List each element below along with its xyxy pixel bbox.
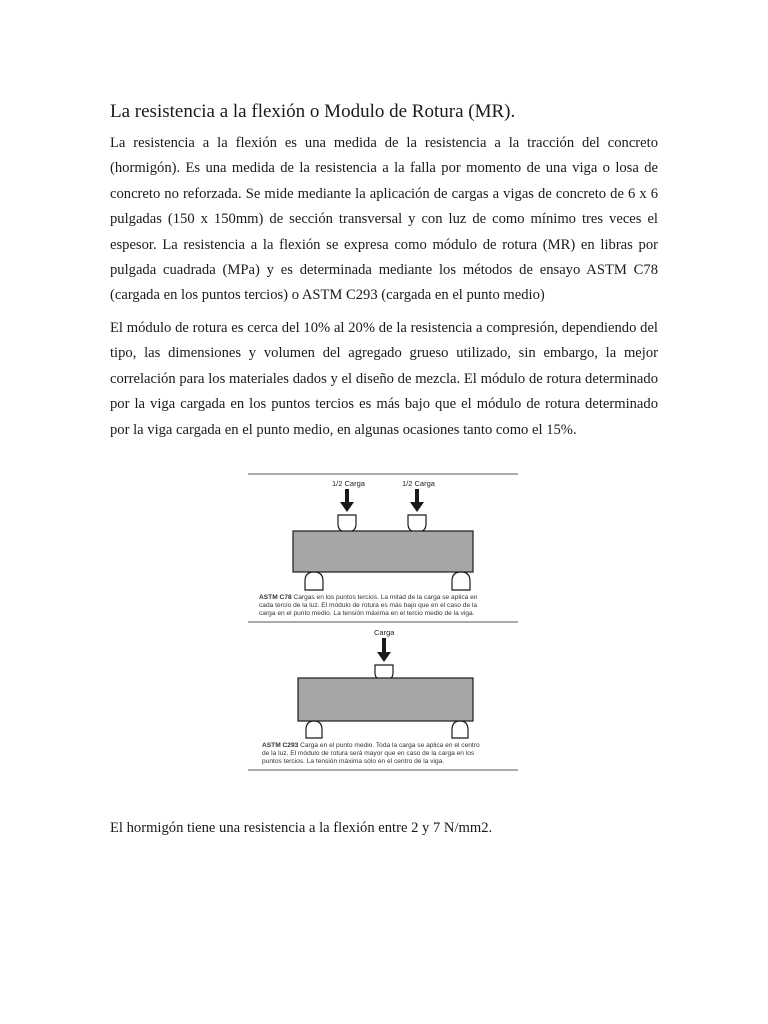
- c78-caption-line-1: ASTM C78 Cargas en los puntos tercios. La mitad de la carga se aplica en: [259, 594, 478, 601]
- astm-c293-diagram: [248, 628, 518, 770]
- c293-caption-line-3: puntos tercios. La tensión máxima sólo en el centro de la viga.: [262, 758, 445, 765]
- support-icon: [305, 572, 323, 590]
- support-icon: [306, 721, 322, 738]
- support-icon: [452, 721, 468, 738]
- c293-caption-line-1: ASTM C293 Carga en el punto medio. Toda la carga se aplica en el centro: [262, 742, 480, 749]
- beam-test-figure: [248, 472, 518, 772]
- page-title: La resistencia a la flexión o Modulo de Rotura (MR).: [110, 101, 516, 122]
- load-arrow-icon: [340, 489, 354, 512]
- load-label-left: 1/2 Carga: [332, 479, 365, 488]
- support-icon: [452, 572, 470, 590]
- paragraph-definition: La resistencia a la flexión es una medida de la resistencia a la tracción del concreto (hormigón). Es una medida de la resistencia a la falla por momento de una viga o losa de concreto no reforzada. Se mide mediante la aplicación de cargas a vigas de concreto de 6 x 6 pulgadas (150 x 150mm) de sección transversal y con luz de como mínimo tres veces el espesor. La resistencia a la flexión se expresa como módulo de rotura (MR) en libras por pulgada cuadrada (MPa) y es determinada mediante los métodos de ensayo ASTM C78 (cargada en los puntos tercios) o ASTM C293 (cargada en el punto medio): [110, 135, 658, 304]
- c78-caption-line-2: cada tercio de la luz. El módulo de rotura es más bajo que en el caso de la: [259, 602, 478, 609]
- paragraph-range: El hormigón tiene una resistencia a la flexión entre 2 y 7 N/mm2.: [110, 820, 493, 836]
- paragraph-modulus: El módulo de rotura es cerca del 10% al 20% de la resistencia a compresión, dependiendo del tipo, las dimensiones y volumen del agregado grueso utilizado, sin embargo, la mejor correlación para los materiales dados y el diseño de mezcla. El módulo de rotura determinado por la viga cargada en los puntos tercios es más bajo que el módulo de rotura determinado por la viga cargada en el punto medio, en algunas ocasiones tanto como el 15%.: [110, 320, 658, 438]
- c78-caption-line-3: carga en el punto medio. La tensión máxima en el tercio medio de la viga.: [259, 610, 475, 617]
- load-label-right: 1/2 Carga: [402, 479, 435, 488]
- c293-caption-line-2: de la luz. El módulo de rotura será mayor que en caso de la carga en los: [262, 750, 475, 757]
- load-head-icon: [338, 515, 356, 532]
- astm-c78-diagram: [248, 474, 518, 622]
- load-head-icon: [408, 515, 426, 532]
- load-label-center: Carga: [374, 628, 395, 637]
- load-arrow-icon: [410, 489, 424, 512]
- concrete-beam: [293, 531, 473, 572]
- load-arrow-icon: [377, 638, 391, 662]
- concrete-beam: [298, 678, 473, 721]
